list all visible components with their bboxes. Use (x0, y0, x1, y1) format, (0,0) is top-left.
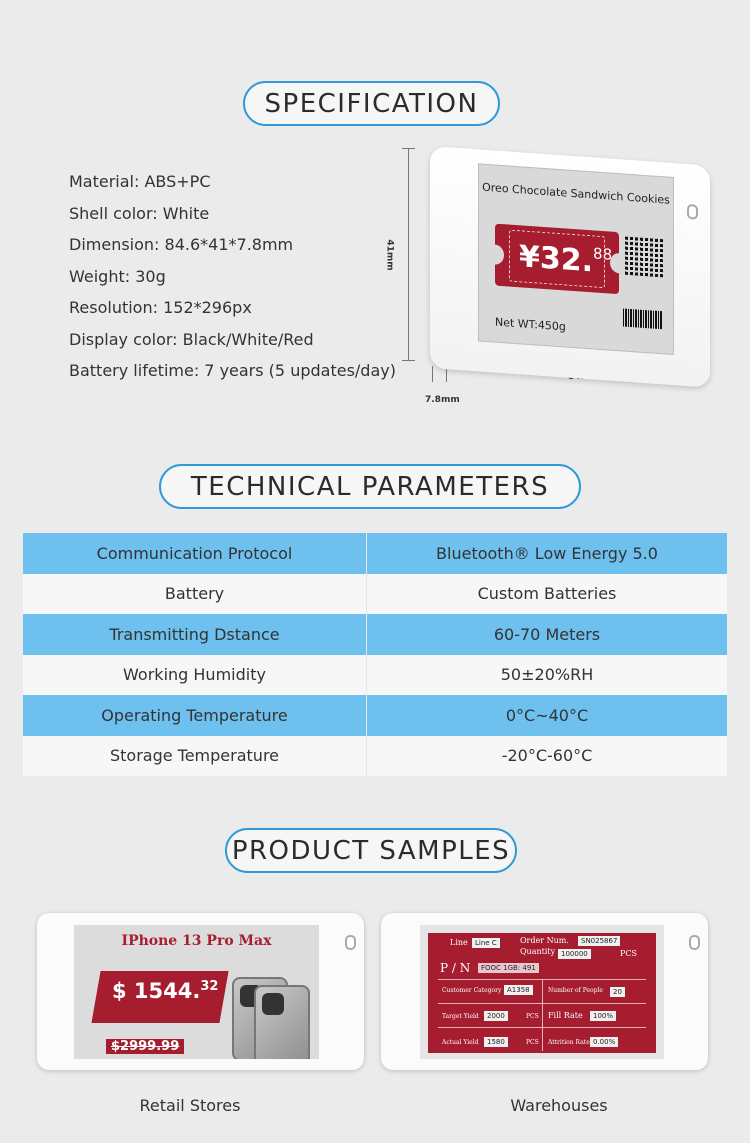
spec-display-color: Display color: Black/White/Red (69, 329, 314, 349)
people-value: 20 (610, 987, 625, 997)
actual-value: 1580 (484, 1037, 508, 1047)
led-indicator-icon (687, 204, 698, 220)
spec-material: Material: ABS+PC (69, 172, 211, 191)
product-samples-heading: PRODUCT SAMPLES (225, 828, 517, 873)
product-name: Oreo Chocolate Sandwich Cookies (482, 180, 670, 207)
param-value: -20°C-60°C (367, 736, 728, 777)
target-label: Target Yield (442, 1013, 479, 1020)
param-value: 0°C~40°C (367, 695, 728, 736)
retail-caption: Retail Stores (139, 1096, 241, 1115)
camera-icon (262, 993, 284, 1015)
spec-list (69, 166, 396, 387)
param-label: Operating Temperature (23, 695, 367, 736)
height-tick-top (402, 148, 415, 149)
technical-parameters-table (23, 533, 727, 776)
price: ¥32.88 (519, 239, 613, 280)
customer-label: Customer Category (442, 987, 502, 994)
param-label: Communication Protocol (23, 533, 367, 574)
actual-label: Actual Yield (442, 1039, 479, 1046)
table-row (23, 574, 727, 615)
fill-rate-label: Fill Rate (548, 1011, 583, 1020)
pcs-label: PCS (526, 1013, 539, 1020)
line-value: Line C (472, 938, 500, 948)
param-label: Battery (23, 574, 367, 615)
table-row (23, 533, 727, 574)
depth-dimension-label: 7.8mm (425, 395, 460, 405)
param-value: 50±20%RH (367, 655, 728, 696)
attrition-value: 0.00% (590, 1037, 618, 1047)
spec-resolution: Resolution: 152*296px (69, 298, 252, 317)
table-row (23, 695, 727, 736)
spec-dimension: Dimension: 84.6*41*7.8mm (69, 235, 294, 254)
spec-shell-color: Shell color: White (69, 203, 210, 223)
retail-product-title: IPhone 13 Pro Max (121, 933, 272, 949)
quantity-value: 100000 (558, 949, 591, 959)
esl-device (430, 146, 710, 388)
param-label: Storage Temperature (23, 736, 367, 777)
depth-dimension-line (432, 366, 433, 382)
height-dimension-line (408, 148, 409, 360)
retail-price: $ 1544.32 (112, 979, 219, 1003)
table-row (23, 736, 727, 777)
param-value: Custom Batteries (367, 574, 728, 615)
height-dimension-label: 41mm (384, 239, 395, 271)
technical-parameters-heading: TECHNICAL PARAMETERS (159, 464, 581, 509)
param-value: 60-70 Meters (367, 614, 728, 655)
fill-rate-value: 100% (590, 1011, 616, 1021)
quantity-label: Quantity (520, 947, 556, 956)
attrition-label: Attrition Rate (548, 1039, 590, 1046)
retail-sample-card (37, 913, 364, 1070)
param-label: Transmitting Dstance (23, 614, 367, 655)
phone-image-front (254, 985, 310, 1059)
target-value: 2000 (484, 1011, 508, 1021)
price-ticket (495, 224, 619, 295)
divider-vertical (542, 979, 543, 1051)
qr-code-icon (625, 237, 663, 278)
warehouse-label-panel (428, 933, 656, 1053)
order-label: Order Num. (520, 936, 569, 945)
param-label: Working Humidity (23, 655, 367, 696)
table-row (23, 614, 727, 655)
retail-old-price: $2999.99 (106, 1039, 184, 1054)
customer-value: A1358 (504, 985, 533, 995)
order-value: SN025867 (578, 936, 620, 946)
warehouse-sample-card (381, 913, 708, 1070)
spec-battery: Battery lifetime: 7 years (5 updates/day) (69, 361, 396, 380)
pcs-label: PCS (620, 949, 637, 958)
line-label: Line (450, 938, 468, 947)
warehouse-screen (420, 925, 664, 1059)
specification-heading: SPECIFICATION (243, 81, 500, 126)
retail-screen (74, 925, 319, 1059)
spec-weight: Weight: 30g (69, 266, 166, 286)
esl-screen (478, 163, 674, 355)
barcode-icon (623, 308, 663, 329)
people-label: Number of People (548, 987, 603, 994)
warehouse-caption: Warehouses (510, 1096, 608, 1115)
divider (438, 1027, 646, 1028)
pn-label: P / N (440, 961, 471, 975)
pn-value: FOOC 1GB: 491 (478, 963, 539, 973)
led-indicator-icon (345, 935, 356, 950)
ticket-notch-left (486, 244, 504, 265)
led-indicator-icon (689, 935, 700, 950)
table-row (23, 655, 727, 696)
height-tick-bottom (402, 360, 415, 361)
pcs-label: PCS (526, 1039, 539, 1046)
divider (438, 1003, 646, 1004)
net-weight: Net WT:450g (495, 315, 566, 334)
param-value: Bluetooth® Low Energy 5.0 (367, 533, 728, 574)
